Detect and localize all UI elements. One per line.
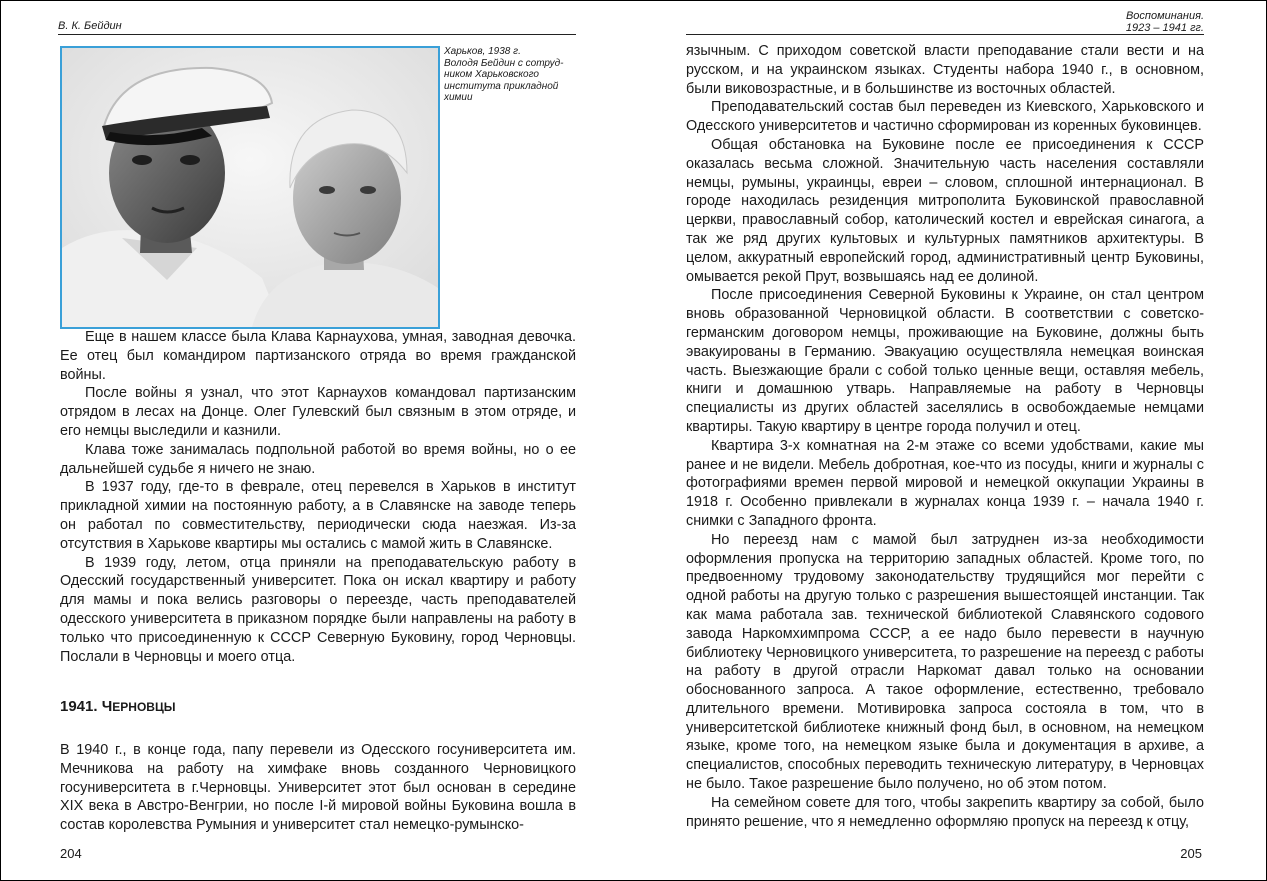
paragraph: В 1940 г., в конце года, папу перевели из Одесского госуниверситета им. Мечникова на работу на химфаке вновь созданного Черновицкого госуниверситета в г.Черновцы. Университет этот был основан в середине XIX века в Австро-Венгрии, но после I-й мировой войны Буковина вошла в состав королевства Румыния и университет стал немецко-румынско- [60, 742, 576, 834]
paragraph: Но переезд нам с мамой был затруднен из-за необходимости оформления пропуска на территорию западных областей. Кроме того, по предвоенному трудовому законодательству трудящийся мог перейти с одной работы на другую только с разрешения вышестоящей инстанции. Так как мама работала зав. технической библиотекой Славянского содового завода Наркомхимпрома СССР, а ее надо было перевести в научную библиотеку Черновицкого университета, то разрешение на переезд с работы на работу в другой отрасли Наркомат давал только на основании обоснованного запроса. А такое оформление, естественно, требовало длительного времени. Мотивировка запроса состояла в том, что в университетской библиотеке книжный фонд был, в основном, на немецком языке, кроме того, на немецком языке была и документация в архиве, а специалистов, способных переводить техническую литературу, в Черновцах не было. Такое разрешение было получено, но об этом потом. [686, 531, 1204, 793]
header-rule-right [686, 34, 1204, 35]
photo-caption [444, 46, 576, 104]
right-page [686, 0, 1204, 881]
running-head-right [1126, 10, 1204, 34]
paragraph: Клава тоже занималась подпольной работой во время войны, но о ее дальнейшей судьбе я ничего не знаю. [60, 441, 576, 477]
caption-line: Харьков, 1938 г. [444, 46, 521, 57]
paragraph: Преподавательский состав был переведен из Киевского, Харьковского и Одесского университетов и частично сформирован из коренных буковинцев. [686, 99, 1204, 135]
header-rule-left [58, 34, 576, 35]
page-number-right: 205 [1180, 846, 1202, 861]
caption-line: Володя Бейдин с сотруд- [444, 57, 564, 69]
paragraph: язычным. С приходом советской власти преподавание стали вести и на русском, и на украинском языках. Студенты набора 1940 г., в основном, были виковозрастные, и в большинстве из восточных областей. [686, 43, 1204, 97]
paragraph: После войны я узнал, что этот Карнаухов командовал партизанским отрядом в лесах на Донце. Олег Гулевский был связным в этом отряде, и его немцы выследили и казнили. [60, 385, 576, 439]
paragraph: В 1939 году, летом, отца приняли на преподавательскую работу в Одесский государственный университет. Пока он искал квартиру и работу для мамы и пока велись разговоры о переезде, часть преподавателей одесского университета в приказном порядке были направлены на работу в только что присоединенную к СССР Северную Буковину, город Черновцы. Послали в Черновцы и моего отца. [60, 554, 576, 665]
section-year: 1941. [60, 698, 98, 715]
page-number-left: 204 [60, 846, 82, 861]
paragraph: Еще в нашем классе была Клава Карнаухова, умная, заводная девочка. Ее отец был командиром партизанского отряда во время гражданской войны. [60, 329, 576, 383]
photo [60, 46, 440, 329]
caption-line: ником Харьковского [444, 69, 539, 81]
section-initial: Ч [101, 698, 113, 715]
photo-image [62, 48, 438, 327]
left-body-text-after-heading [60, 741, 576, 835]
paragraph: В 1937 году, где-то в феврале, отец перевелся в Харьков в институт прикладной химии на постоянную работу, а в Славянске на заводе теперь он работал по совместительству, периодически сюда наезжая. Из-за отсутствия в Харькове квартиры мы остались с мамой жить в Славянске. [60, 479, 576, 552]
paragraph: Общая обстановка на Буковине после ее присоединения к СССР оказалась весьма сложной. Значительную часть населения составляли немцы, румыны, украинцы, евреи – словом, сплошной интернационал. В городе находилась резиденция митрополита Буковинской православной церкви, православный собор, католический костел и еврейская синагога, а так же ряд других культовых и культурных памятников архитектуры. В целом, аккуратный европейский город, административный центр Буковины, омывается рекой Прут, возвышаясь над ее долиной. [686, 136, 1204, 285]
running-head-line: Воспоминания. [1125, 10, 1204, 22]
right-body-text [686, 42, 1204, 831]
left-body-text [60, 328, 576, 666]
paragraph: На семейном совете для того, чтобы закрепить квартиру за собой, было принято решение, что я немедленно оформляю пропуск на переезд к отцу, [686, 794, 1204, 830]
running-head-line: 1923 – 1941 гг. [1125, 22, 1204, 34]
left-page [58, 0, 576, 881]
caption-line: химии [444, 92, 473, 104]
section-heading [60, 698, 175, 715]
caption-line: института прикладной [444, 80, 559, 92]
paragraph: Квартира 3-х комнатная на 2-м этаже со всеми удобствами, какие мы ранее и не видели. Мебель добротная, кое-что из посуды, книги и журналы с фотографиями времен первой мировой и немецкой оккупации Украины в 1918 г. Особенно привлекали в журналах конца 1939 г. – начала 1940 г. снимки с Западного фронта. [686, 437, 1204, 529]
section-title-rest: ЕРНОВЦЫ [112, 700, 176, 714]
running-head-left: В. К. Бейдин [58, 20, 122, 32]
paragraph: После присоединения Северной Буковины к Украине, он стал центром вновь образованной Черновицкой области. В соответствии с советско-германским договором немцы, проживающие на Буковине, должны быть эвакуированы в Германию. Эвакуацию осуществляла немецкая воинская часть. Выезжающие брали с собой только ценные вещи, оставляя мебель, книги и домашнюю утварь. Направляемые на работу в Черновцы специалисты из других областей заселялись в освобождаемые немцами квартиры. Такую квартиру в центре города получил и отец. [686, 287, 1204, 435]
